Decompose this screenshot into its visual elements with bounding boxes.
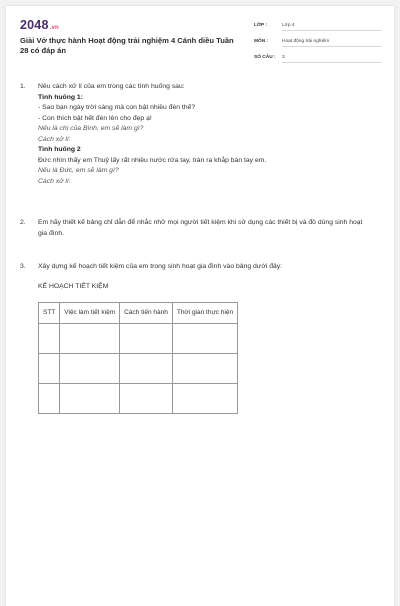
page-title: Giải Vở thực hành Hoạt động trải nghiệm 4 Cánh diều Tuần 28 có đáp án [20, 36, 234, 55]
question-number: 3. [20, 263, 26, 270]
question-number: 2. [20, 219, 26, 226]
table-cell[interactable] [172, 324, 237, 354]
table-header-row [39, 303, 238, 324]
plan-table [38, 302, 238, 414]
table-cell[interactable] [39, 384, 60, 414]
meta-class-value: Lớp 4 [282, 23, 382, 31]
question-text: Xây dựng kế hoạch tiết kiệm của em trong sinh hoạt gia đình vào bảng dưới đây: [38, 263, 283, 270]
meta-info [254, 20, 382, 68]
situation-2-question: Nếu là Đức, em sẽ làm gì? [38, 167, 119, 174]
meta-count-value: 3 [282, 55, 382, 63]
table-row [39, 354, 238, 384]
situation-1-line: - Con thích bật hết đèn lên cho đẹp ạ! [38, 114, 152, 122]
table-cell[interactable] [60, 384, 120, 414]
table-cell[interactable] [172, 384, 237, 414]
meta-subject-label: MÔN : [254, 39, 269, 44]
table-row [39, 384, 238, 414]
situation-1-title: Tình huống 1: [38, 93, 83, 101]
column-header-time: Thời gian thực hiện [172, 303, 237, 324]
question-prompt: Nêu cách xử lí của em trong các tình huống sau: [38, 83, 185, 90]
worksheet-page [6, 6, 394, 606]
meta-subject-row [254, 36, 382, 52]
situation-2-answer-label: Cách xử lí: [38, 177, 71, 185]
table-cell[interactable] [39, 354, 60, 384]
meta-class-row [254, 20, 382, 36]
column-header-stt: STT [39, 303, 60, 324]
table-cell[interactable] [172, 354, 237, 384]
meta-class-label: LỚP : [254, 23, 268, 28]
table-cell[interactable] [39, 324, 60, 354]
table-cell[interactable] [60, 324, 120, 354]
question-number: 1. [20, 83, 26, 90]
situation-1-question: Nếu là chị của Bình, em sẽ làm gì? [38, 125, 144, 132]
column-header-task: Việc làm tiết kiệm [60, 303, 120, 324]
site-logo[interactable]: 2048.vn [20, 18, 59, 32]
situation-2-title: Tình huống 2 [38, 146, 81, 153]
question-body [38, 262, 368, 414]
table-cell[interactable] [120, 324, 173, 354]
situation-1-answer-label: Cách xử lí: [38, 135, 71, 143]
meta-count-row [254, 52, 382, 68]
header [20, 16, 382, 68]
question-body [38, 82, 368, 187]
question-text: Em hãy thiết kế bảng chỉ dẫn để nhắc nhở mọi người tiết kiệm khi sử dụng các thiết bị và đồ dùng sinh hoạt gia đình. [38, 219, 363, 237]
meta-count-label: SỐ CÂU : [254, 55, 276, 60]
table-cell[interactable] [120, 384, 173, 414]
table-cell[interactable] [120, 354, 173, 384]
situation-1-line: - Sao bạn ngày trời sáng mà con bật nhiều đèn thế? [38, 104, 196, 111]
situation-2-line: Đức nhìn thấy em Thuỷ lấy rất nhiều nước rửa tay, tràn ra khắp bàn tay em. [38, 156, 267, 164]
column-header-method: Cách tiến hành [120, 303, 173, 324]
meta-subject-value: Hoạt động trải nghiệm [282, 39, 382, 47]
table-cell[interactable] [60, 354, 120, 384]
plan-title: KẾ HOẠCH TIẾT KIỆM [38, 282, 109, 290]
table-row [39, 324, 238, 354]
